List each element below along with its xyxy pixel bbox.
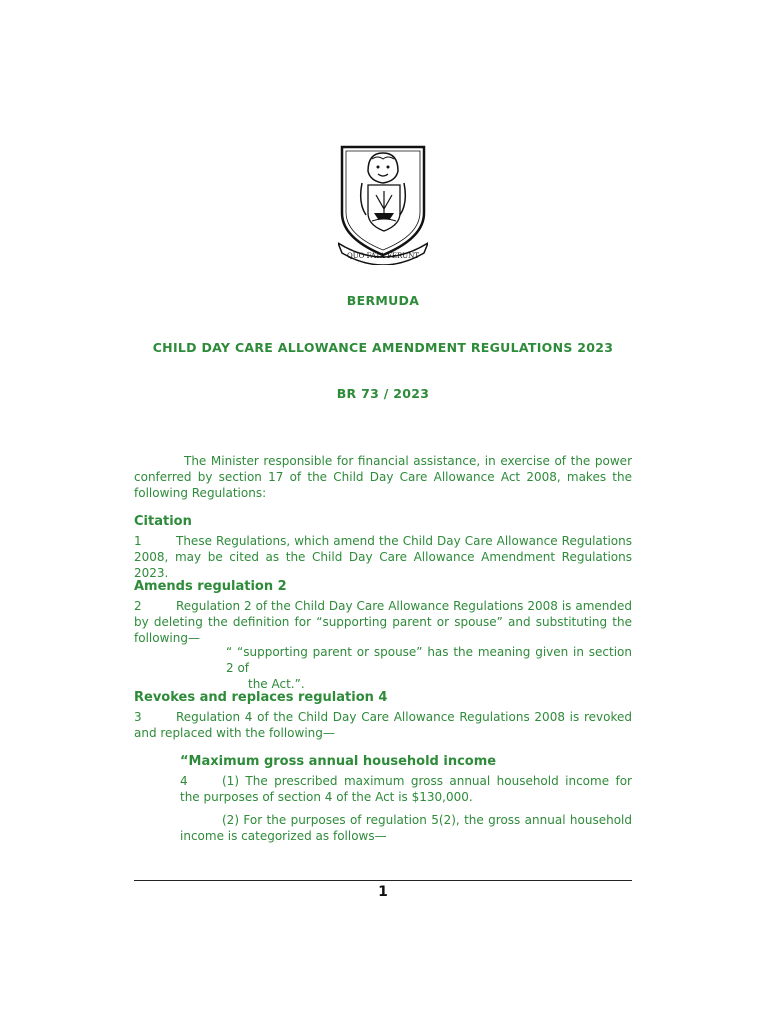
citation-number: 1 xyxy=(134,534,142,548)
amends-number: 2 xyxy=(134,599,142,613)
definition-quote xyxy=(226,644,632,692)
amends-text: Regulation 2 of the Child Day Care Allowance Regulations 2008 is amended by deleting the definition for “supporting parent or spouse” and substituting the following— xyxy=(134,599,632,645)
definition-line-1: “ “supporting parent or spouse” has the meaning given in section 2 of xyxy=(226,645,632,675)
footer-rule xyxy=(134,880,632,881)
amends-heading: Amends regulation 2 xyxy=(134,579,287,594)
maximum-income-paragraph-2: (2) For the purposes of regulation 5(2), the gross annual household income is categorized as follows— xyxy=(180,813,632,843)
revokes-heading: Revokes and replaces regulation 4 xyxy=(134,690,388,705)
definition-line-2: the Act.”. xyxy=(248,677,305,691)
maximum-income-text-1: (1) The prescribed maximum gross annual household income for the purposes of section 4 of the Act is $130,000. xyxy=(180,774,632,804)
revokes-text: Regulation 4 of the Child Day Care Allowance Regulations 2008 is revoked and replaced with the following— xyxy=(134,710,632,740)
page-number: 1 xyxy=(378,884,388,900)
document-title: CHILD DAY CARE ALLOWANCE AMENDMENT REGULATIONS 2023 xyxy=(152,340,614,355)
maximum-income-heading: “Maximum gross annual household income xyxy=(180,754,497,769)
citation-text: These Regulations, which amend the Child Day Care Allowance Regulations 2008, may be cited as the Child Day Care Allowance Amendment Regulations 2023. xyxy=(134,534,632,580)
country-heading: BERMUDA xyxy=(346,293,420,308)
revokes-paragraph xyxy=(134,709,632,741)
crest-motto: QUO FATA FERUNT xyxy=(346,252,420,260)
revokes-number: 3 xyxy=(134,710,142,724)
coat-of-arms-icon xyxy=(338,143,428,265)
document-reference: BR 73 / 2023 xyxy=(336,386,430,401)
citation-paragraph xyxy=(134,533,632,581)
maximum-income-number: 4 xyxy=(180,774,188,788)
maximum-income-paragraph-1 xyxy=(180,773,632,805)
amends-paragraph xyxy=(134,598,632,646)
preamble: The Minister responsible for financial assistance, in exercise of the power conferred by section 17 of the Child Day Care Allowance Act 2008, makes the following Regulations: xyxy=(134,454,632,500)
citation-heading: Citation xyxy=(134,514,192,529)
